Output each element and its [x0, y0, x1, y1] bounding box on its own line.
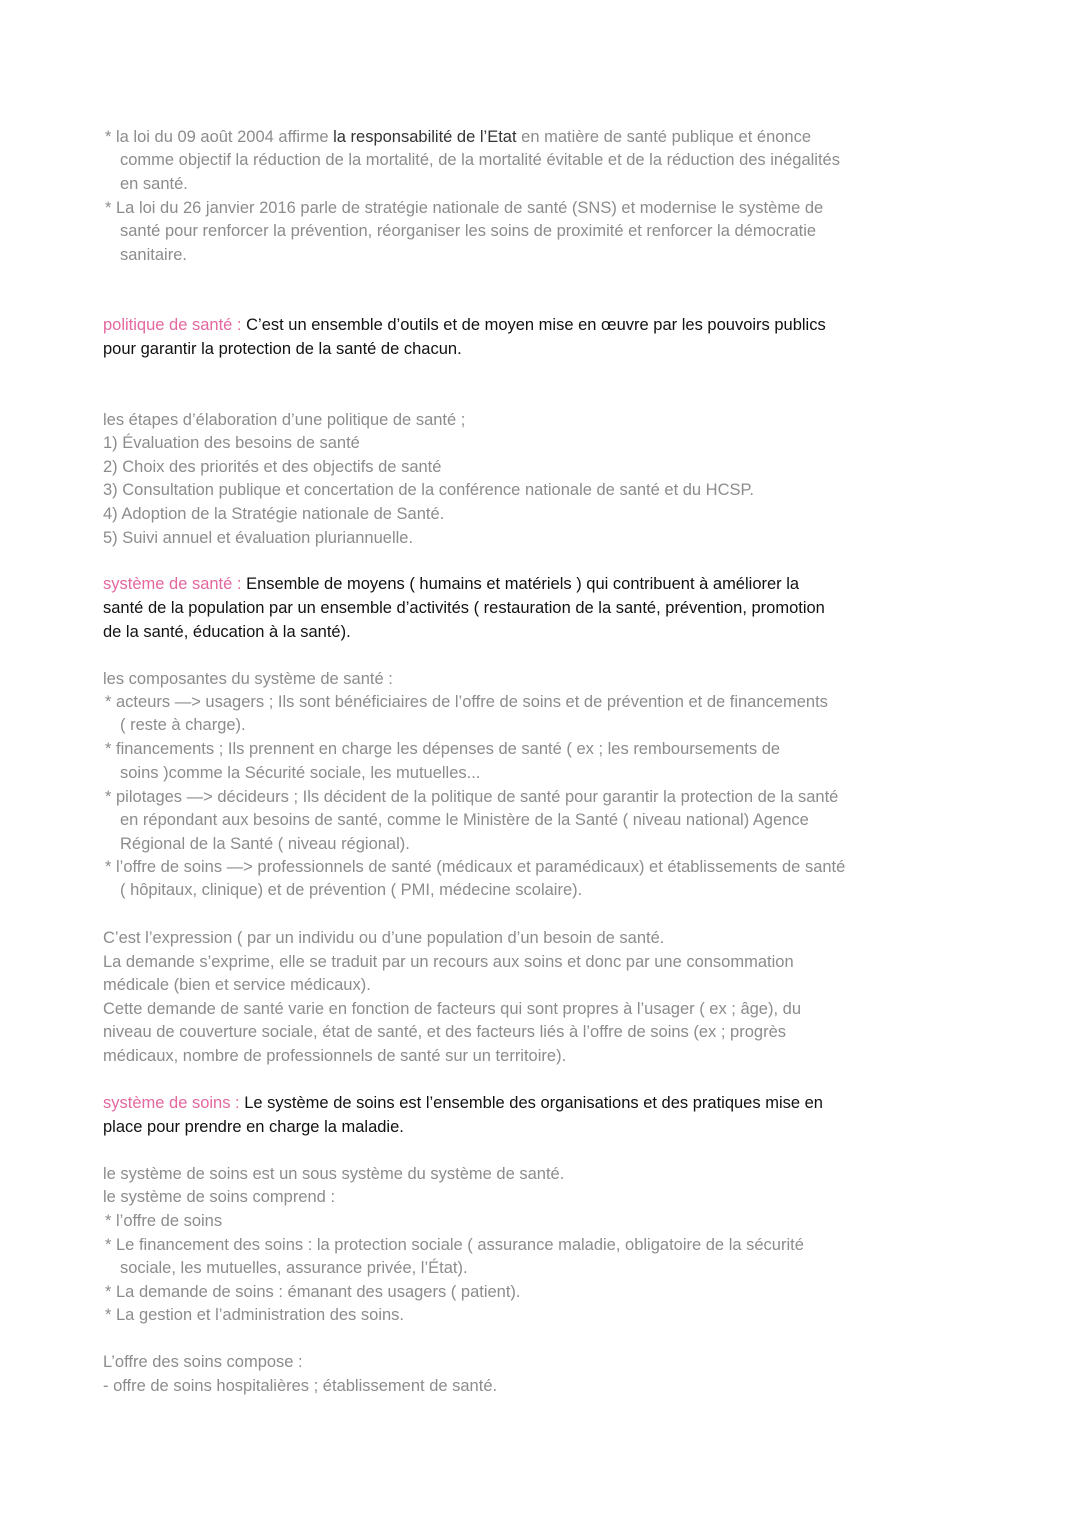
definition-text: place pour prendre en charge la maladie.	[103, 1118, 404, 1136]
body-text: C’est l’expression ( par un individu ou d’une population d’un besoin de santé.	[103, 929, 665, 947]
body-text: 3) Consultation publique et concertation de la conférence nationale de santé et du HCSP.	[103, 481, 754, 499]
text-line	[105, 1281, 521, 1303]
body-text: comme objectif la réduction de la mortalité, de la mortalité évitable et de la réduction des inégalités	[120, 151, 840, 169]
body-text: * Le financement des soins : la protection sociale ( assurance maladie, obligatoire de la sécurité	[105, 1236, 804, 1254]
text-line	[105, 786, 838, 808]
text-line	[103, 927, 664, 949]
body-text: le système de soins est un sous système du système de santé.	[103, 1165, 565, 1183]
text-line	[103, 479, 754, 501]
body-text: sociale, les mutuelles, assurance privée, l’État).	[120, 1259, 468, 1277]
text-line	[120, 220, 816, 242]
body-text: ( reste à charge).	[120, 716, 246, 734]
body-text: 4) Adoption de la Stratégie nationale de Santé.	[103, 505, 445, 523]
text-line	[120, 1257, 468, 1279]
text-line	[120, 244, 187, 266]
body-text: * La demande de soins : émanant des usagers ( patient).	[105, 1283, 521, 1301]
text-line	[103, 1351, 303, 1373]
text-line	[103, 1092, 823, 1114]
text-line	[105, 856, 845, 878]
text-line	[103, 338, 462, 360]
section-term: politique de santé :	[103, 316, 247, 334]
body-text: 2) Choix des priorités et des objectifs de santé	[103, 458, 442, 476]
body-text: Régional de la Santé ( niveau régional).	[120, 835, 410, 853]
body-text: * l’offre de soins	[105, 1212, 223, 1230]
body-text: * acteurs —> usagers ; Ils sont bénéficiaires de l’offre de soins et de prévention et de financements	[105, 693, 828, 711]
text-line	[120, 809, 809, 831]
body-text: Cette demande de santé varie en fonction de facteurs qui sont propres à l’usager ( ex ; âge), du	[103, 1000, 802, 1018]
definition-text: de la santé, éducation à la santé).	[103, 623, 351, 641]
text-line	[105, 691, 828, 713]
text-line	[103, 974, 371, 996]
text-line	[120, 173, 188, 195]
text-line	[120, 762, 480, 784]
text-line	[103, 998, 801, 1020]
definition-text: C’est un ensemble d’outils et de moyen mise en œuvre par les pouvoirs publics	[246, 316, 826, 334]
body-text: en santé.	[120, 175, 188, 193]
definition-text: santé de la population par un ensemble d’activités ( restauration de la santé, prévention, promotion	[103, 599, 825, 617]
text-line	[103, 1021, 786, 1043]
body-text: sanitaire.	[120, 246, 187, 264]
text-line	[103, 409, 465, 431]
body-text: les composantes du système de santé :	[103, 670, 393, 688]
body-text: médicaux, nombre de professionnels de santé sur un territoire).	[103, 1047, 567, 1065]
text-line	[103, 668, 393, 690]
body-text: * financements ; Ils prennent en charge les dépenses de santé ( ex ; les remboursements de	[105, 740, 781, 758]
text-line	[103, 621, 351, 643]
text-line	[103, 1163, 564, 1185]
body-text: L’offre des soins compose :	[103, 1353, 303, 1371]
text-line	[105, 1304, 404, 1326]
text-line	[103, 1116, 404, 1138]
body-text: La demande s’exprime, elle se traduit par un recours aux soins et donc par une consommation	[103, 953, 794, 971]
text-line	[103, 597, 825, 619]
body-text: les étapes d’élaboration d’une politique de santé ;	[103, 411, 466, 429]
body-text: * pilotages —> décideurs ; Ils décident de la politique de santé pour garantir la protection de la santé	[105, 788, 839, 806]
text-line	[103, 432, 360, 454]
text-line	[103, 1045, 566, 1067]
text-line	[103, 1186, 335, 1208]
body-text: 5) Suivi annuel et évaluation pluriannuelle.	[103, 529, 414, 547]
body-text: * l’offre de soins —> professionnels de santé (médicaux et paramédicaux) et établissements de santé	[105, 858, 846, 876]
text-line	[103, 573, 799, 595]
body-text: 1) Évaluation des besoins de santé	[103, 434, 360, 452]
text-line	[105, 1210, 222, 1232]
text-line	[120, 714, 246, 736]
body-text: niveau de couverture sociale, état de santé, et des facteurs liés à l’offre de soins (ex ; progrès	[103, 1023, 786, 1041]
text-line	[103, 527, 413, 549]
body-text: * la loi du 09 août 2004 affirme	[105, 128, 334, 146]
section-term: système de santé :	[103, 575, 247, 593]
body-text: en répondant aux besoins de santé, comme le Ministère de la Santé ( niveau national) Agence	[120, 811, 809, 829]
text-line	[120, 833, 410, 855]
text-line	[105, 1234, 804, 1256]
definition-text: Ensemble de moyens ( humains et matériels ) qui contribuent à améliorer la	[246, 575, 800, 593]
definition-text: pour garantir la protection de la santé de chacun.	[103, 340, 462, 358]
definition-text: Le système de soins est l’ensemble des organisations et des pratiques mise en	[244, 1094, 823, 1112]
body-text: santé pour renforcer la prévention, réorganiser les soins de proximité et renforcer la démocratie	[120, 222, 817, 240]
text-line	[103, 456, 441, 478]
text-line	[120, 149, 840, 171]
body-text: - offre de soins hospitalières ; établissement de santé.	[103, 1377, 498, 1395]
body-text: soins )comme la Sécurité sociale, les mutuelles...	[120, 764, 481, 782]
text-line	[103, 503, 444, 525]
body-text: * La loi du 26 janvier 2016 parle de stratégie nationale de santé (SNS) et modernise le système de	[105, 199, 824, 217]
body-text: en matière de santé publique et énonce	[516, 128, 812, 146]
text-line	[103, 951, 794, 973]
body-text: médicale (bien et service médicaux).	[103, 976, 371, 994]
body-text: le système de soins comprend :	[103, 1188, 336, 1206]
body-text: ( hôpitaux, clinique) et de prévention ( PMI, médecine scolaire).	[120, 881, 583, 899]
body-text: * La gestion et l’administration des soins.	[105, 1306, 404, 1324]
text-line	[105, 126, 811, 148]
text-line	[103, 314, 826, 336]
text-line	[103, 1375, 497, 1397]
body-text: la responsabilité de l’Etat	[333, 128, 517, 146]
text-line	[105, 738, 780, 760]
section-term: système de soins :	[103, 1094, 245, 1112]
text-line	[105, 197, 823, 219]
text-line	[120, 879, 582, 901]
